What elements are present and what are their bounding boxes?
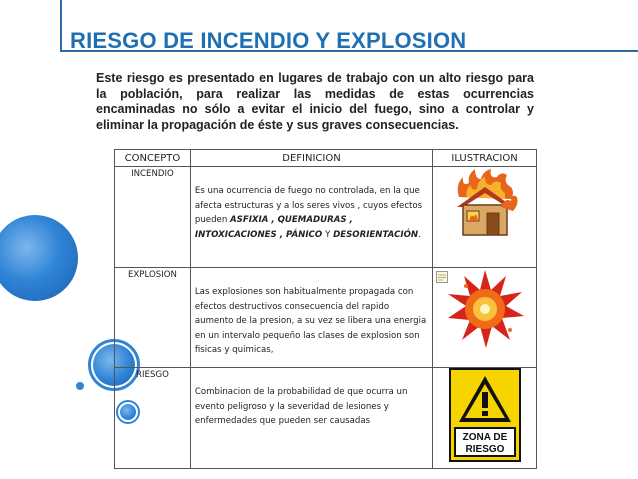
illustration-explosion — [433, 268, 537, 368]
explosion-icon — [444, 268, 526, 350]
definition-keywords: ASFIXIA , QUEMADURAS , — [230, 215, 353, 225]
sign-text-line1: ZONA DE — [462, 432, 507, 443]
definition-explosion: Las explosiones son habitualmente propagada con efectos destructivos consecuencia del rapido aumento de la presion, a su vez se libera una energia en un intervalo pequeño las clases de explosion son fisicas y quimicas, — [190, 268, 432, 368]
note-icon — [436, 271, 448, 283]
concept-explosion: EXPLOSION — [115, 268, 191, 368]
warning-sign-icon — [449, 368, 521, 462]
definition-text: Es una ocurrencia de fuego no controlada, en la que afecta estructuras y a los seres vivos , cuyos efectos pueden — [194, 186, 423, 225]
decorative-circle-large — [0, 215, 78, 301]
table-row — [115, 368, 537, 469]
definition-riesgo: Combinacion de la probabilidad de que ocurra un evento peligroso y la severidad de lesiones y enfermedades que pueden ser causadas — [190, 368, 432, 469]
page-title: RIESGO DE INCENDIO Y EXPLOSION — [70, 28, 467, 53]
risk-table — [114, 149, 537, 469]
table-header-row — [115, 150, 537, 167]
concept-riesgo: RIESGO — [115, 368, 191, 469]
concept-incendio: INCENDIO — [115, 167, 191, 268]
table-row — [115, 167, 537, 268]
definition-text: Y — [325, 229, 334, 240]
definition-incendio: Es una ocurrencia de fuego no controlada, en la que afecta estructuras y a los seres vivos , cuyos efectos pueden ASFIXIA , QUEMADURAS , INTOXICACIONES , PÁNICO Y DESORIENTACIÓN. — [190, 167, 432, 268]
intro-paragraph: Este riesgo es presentado en lugares de trabajo con un alto riesgo para la población, para realizar las medidas de estas ocurrencias encaminadas no sólo a evitar el inicio del fuego, sino a controlar y eliminar la propagación de éste y sus graves consecuencias. — [96, 71, 534, 132]
burning-house-icon — [449, 167, 521, 239]
header-ilustracion: ILUSTRACION — [433, 150, 537, 167]
header-concepto: CONCEPTO — [115, 150, 191, 167]
illustration-riesgo — [433, 368, 537, 469]
sign-text-line2: RIESGO — [465, 444, 504, 455]
decorative-dot — [76, 382, 84, 390]
header-definicion: DEFINICION — [190, 150, 432, 167]
illustration-incendio — [433, 167, 537, 268]
definition-keywords: DESORIENTACIÓN — [333, 229, 419, 240]
table-row — [115, 268, 537, 368]
definition-keywords: INTOXICACIONES , PÁNICO — [194, 229, 326, 240]
vertical-accent-line — [60, 0, 62, 50]
